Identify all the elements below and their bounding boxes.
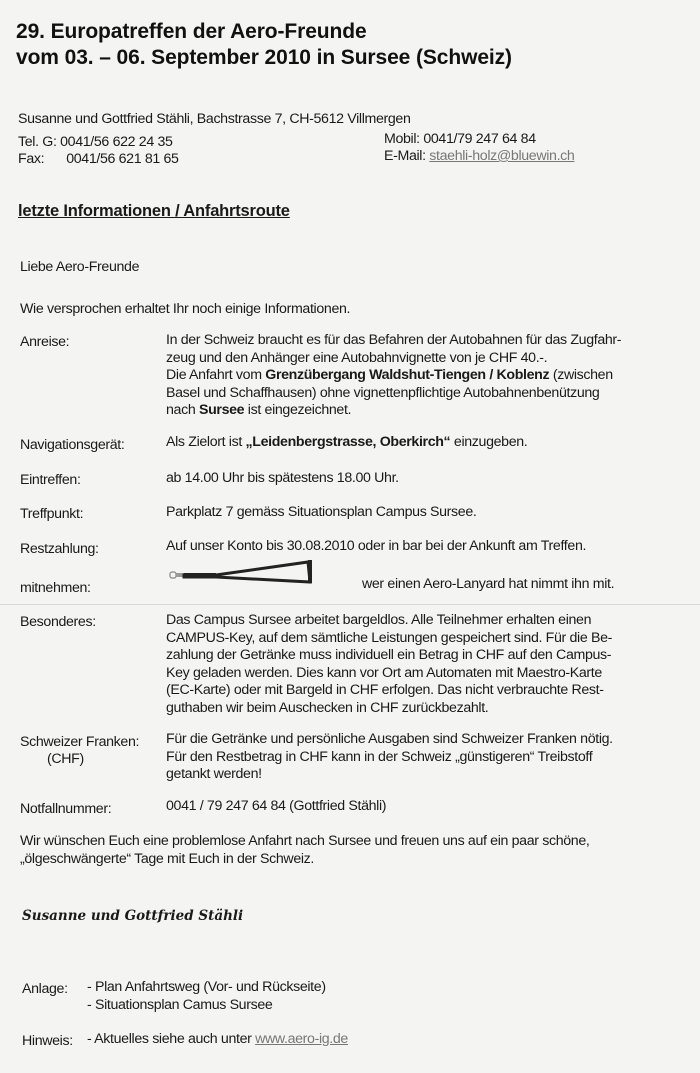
intro: Wie versprochen erhaltet Ihr noch einige Informationen. [20,301,351,317]
email: E-Mail: staehli-holz@bluewin.ch [384,148,575,164]
signature: Susanne und Gottfried Stähli [22,908,244,924]
anlage-item: - Plan Anfahrtsweg (Vor- und Rückseite) [87,979,326,995]
value-eintreffen: ab 14.00 Uhr bis spätestens 18.00 Uhr. [166,470,399,486]
label-besonderes: Besonderes: [20,614,96,630]
value-mitnehmen: wer einen Aero-Lanyard hat nimmt ihn mit. [362,576,615,592]
title-line-2: vom 03. – 06. September 2010 in Sursee (Schweiz) [16,46,512,69]
email-link[interactable]: staehli-holz@bluewin.ch [429,148,575,164]
anlage-item: - Situationsplan Camus Sursee [87,997,273,1013]
value-treffpunkt: Parkplatz 7 gemäss Situationsplan Campus Sursee. [166,504,477,520]
label-hinweis: Hinweis: [22,1033,73,1049]
label-eintreffen: Eintreffen: [20,472,81,488]
label-navi: Navigationsgerät: [20,437,125,453]
label-mitnehmen: mitnehmen: [20,580,91,596]
paper-fold [0,604,700,605]
lanyard-image [168,556,316,588]
sender-address: Susanne und Gottfried Stähli, Bachstrasse 7, CH-5612 Villmergen [18,111,411,127]
label-anreise: Anreise: [20,334,70,350]
hinweis-text: - Aktuelles siehe auch unter www.aero-ig.de [87,1031,348,1047]
title-line-1: 29. Europatreffen der Aero-Freunde [16,20,367,43]
section-heading: letzte Informationen / Anfahrtsroute [18,202,290,220]
greeting: Liebe Aero-Freunde [20,259,140,275]
label-notfall: Notfallnummer: [20,801,112,817]
closing-line-1: Wir wünschen Euch eine problemlose Anfahrt nach Sursee und freuen uns auf ein paar schöne, [20,833,590,849]
mobil: Mobil: 0041/79 247 64 84 [384,131,536,147]
value-restzahlung: Auf unser Konto bis 30.08.2010 oder in bar bei der Ankunft am Treffen. [166,538,587,554]
label-chf: (CHF) [47,751,84,767]
label-franken: Schweizer Franken: [20,734,140,750]
label-treffpunkt: Treffpunkt: [20,506,84,522]
label-restzahlung: Restzahlung: [20,541,99,557]
value-navi: Als Zielort ist „Leidenbergstrasse, Oberkirch“ einzugeben. [166,434,528,450]
fax: Fax: 0041/56 621 81 65 [18,151,179,167]
closing-line-2: „ölgeschwängerte“ Tage mit Euch in der Schweiz. [20,851,314,867]
website-link[interactable]: www.aero-ig.de [255,1031,348,1047]
value-franken: Für die Getränke und persönliche Ausgaben sind Schweizer Franken nötig. Für den Restbetrag in CHF kann in der Schweiz „günstigeren“ Treibstoff getankt werden! [166,731,613,782]
label-anlage: Anlage: [22,981,68,997]
value-besonderes: Das Campus Sursee arbeitet bargeldlos. Alle Teilnehmer erhalten einen CAMPUS-Key, auf dem sämtliche Leistungen gespeichert sind. Für die Be- zahlung der Getränke muss individuell ein Betrag in CHF auf den Campus- Key geladen werden. Dies kann vor Ort am Automaten mit Maestro-Karte (EC-Karte) oder mit Bargeld in CHF erfolgen. Das nicht verbrauchte Rest- guthaben wir beim Auschecken in CHF zurückbezahlt. [166,612,613,716]
value-anreise: In der Schweiz braucht es für das Befahren der Autobahnen für das Zugfahr- zeug und den Anhänger eine Autobahnvignette von je CHF 40.-. Die Anfahrt vom Grenzübergang Waldshut-Tiengen / Koblenz (zwischen Basel und Schaffhausen) ohne vignettenpflichtige Autobahnenbenützung nach Sursee ist eingezeichnet. [166,332,622,418]
tel: Tel. G: 0041/56 622 24 35 [18,134,173,150]
value-notfall: 0041 / 79 247 64 84 (Gottfried Stähli) [166,798,387,814]
